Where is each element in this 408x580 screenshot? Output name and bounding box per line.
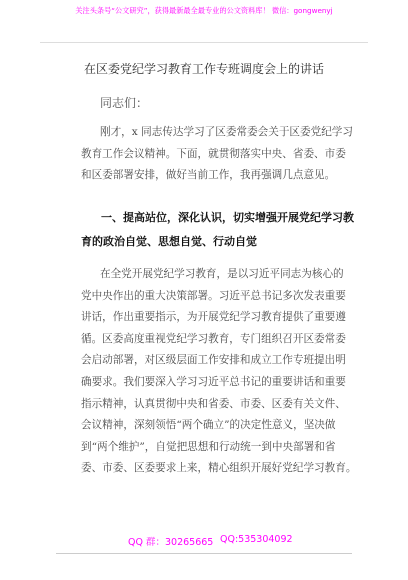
body-line: 在全党开展党纪学习教育，是以习近平同志为核心的 <box>100 268 344 280</box>
document-title: 在区委党纪学习教育工作专班调度会上的讲话 <box>83 62 324 76</box>
body-line: 会启动部署，对区级层面工作安排和成立工作专班提出明 <box>81 354 346 367</box>
footer-divider <box>56 553 352 554</box>
header-divider <box>40 42 368 43</box>
body-line: 讲话，作出重要指示，为开展党纪学习教育提供了重要遵 <box>81 311 346 324</box>
section-heading <box>81 206 354 254</box>
intro-line: 和区委部署安排，做好当前工作，我再强调几点意见。 <box>81 169 336 182</box>
body-line: 指示精神，认真贯彻中央和省委、市委、区委有关文件、 <box>81 397 346 410</box>
heading-line: 育的政治自觉、思想自觉、行动自觉 <box>81 235 257 248</box>
body-line: 到“两个维护”，自觉把思想和行动统一到中央部署和省 <box>81 440 336 453</box>
header-banner: 关注头条号“公文研究”，获得最新最全最专业的公文资料库！ 微信：gongwenyj <box>75 6 333 15</box>
body-line: 循。区委高度重视党纪学习教育，专门组织召开区委常委 <box>81 332 346 345</box>
salutation: 同志们： <box>100 96 149 110</box>
body-line: 党中央作出的重大决策部署。习近平总书记多次发表重要 <box>81 289 346 302</box>
body-line: 会议精神，深刻领悟“两个确立”的决定性意义，坚决做 <box>81 419 336 432</box>
intro-line: 刚才，x 同志传达学习了区委常委会关于区委党纪学习 <box>100 126 353 138</box>
footer-qq-group: QQ 群：30265665 <box>128 537 214 548</box>
intro-line: 教育工作会议精神。下面，就贯彻落实中央、省委、市委 <box>81 147 346 160</box>
footer-qq-contact: QQ:535304092 <box>220 534 293 545</box>
body-line: 确要求。我们要深入学习习近平总书记的重要讲话和重要 <box>81 375 346 388</box>
intro-paragraph <box>81 122 353 187</box>
body-line: 委、市委、区委要求上来，精心组织开展好党纪学习教育。 <box>81 462 357 475</box>
body-paragraph <box>81 264 357 480</box>
heading-line: 一、提高站位，深化认识，切实增强开展党纪学习教 <box>101 211 354 224</box>
